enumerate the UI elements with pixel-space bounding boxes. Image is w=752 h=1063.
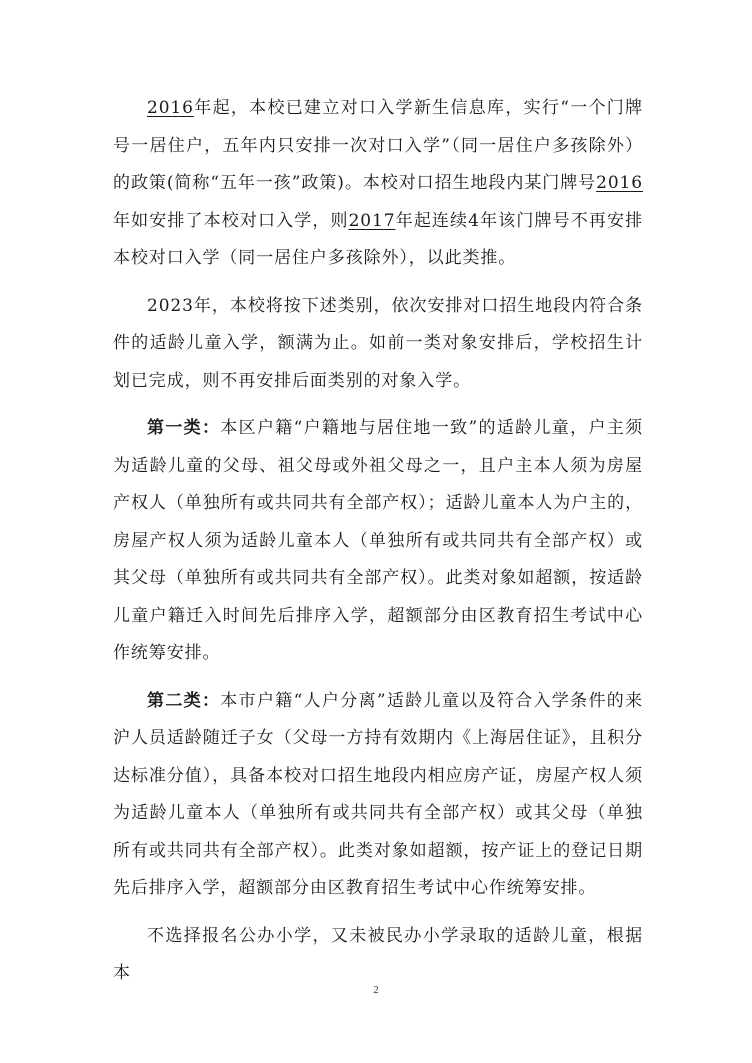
paragraph [113, 410, 643, 673]
paragraph [113, 90, 643, 278]
paragraph-text: 不选择报名公办小学，又未被民办小学录取的适龄儿童，根据本 [113, 925, 643, 983]
paragraph [113, 918, 643, 993]
paragraph-text: 年如安排了本校对口入学，则 [113, 210, 349, 231]
paragraph [113, 683, 643, 908]
underlined-year: 2016 [147, 98, 194, 118]
paragraph-text: 2023年，本校将按下述类别，依次安排对口招生地段内符合条件的适龄儿童入学，额满为止。如前一类对象安排后，学校招生计划已完成，则不再安排后面类别的对象入学。 [113, 295, 643, 391]
paragraph-text: 本市户籍“人户分离”适龄儿童以及符合入学条件的来沪人员适龄随迁子女（父母一方持有效期内《上海居住证》，且积分达标准分值），具备本校对口招生地段内相应房产证，房屋产权人须为适龄儿童本人（单独所有或共同共有全部产权）或其父母（单独所有或共同共有全部产权）。此类对象如超额，按产证上的登记日期先后排序入学，超额部分由区教育招生考试中心作统筹安排。 [113, 690, 643, 898]
paragraph [113, 288, 643, 401]
underlined-year: 2017 [348, 210, 396, 231]
underlined-year: 2016 [596, 173, 643, 193]
page-number: 2 [373, 984, 379, 996]
paragraph-text: 本区户籍“户籍地与居住地一致”的适龄儿童，户主须为适龄儿童的父母、祖父母或外祖父母之一，且户主本人须为房屋产权人（单独所有或共同共有全部产权）；适龄儿童本人为户主的，房屋产权人须为适龄儿童本人（单独所有或共同共有全部产权）或其父母（单独所有或共同共有全部产权）。此类对象如超额，按适龄儿童户籍迁入时间先后排序入学，超额部分由区教育招生考试中心作统筹安排。 [113, 418, 643, 663]
paragraph-text: 年起连续4年该门牌号不再安排本校对口入学（同一居住户多孩除外），以此类推。 [113, 210, 643, 268]
category-heading: 第二类： [147, 690, 221, 711]
category-heading: 第一类： [147, 418, 221, 438]
document-body [113, 90, 643, 1003]
paragraph-text: 年起，本校已建立对口入学新生信息库，实行“一个门牌号一居住户，五年内只安排一次对口入学”（同一居住户多孩除外）的政策(简称“五年一孩”政策)。本校对口招生地段内某门牌号 [113, 98, 643, 193]
